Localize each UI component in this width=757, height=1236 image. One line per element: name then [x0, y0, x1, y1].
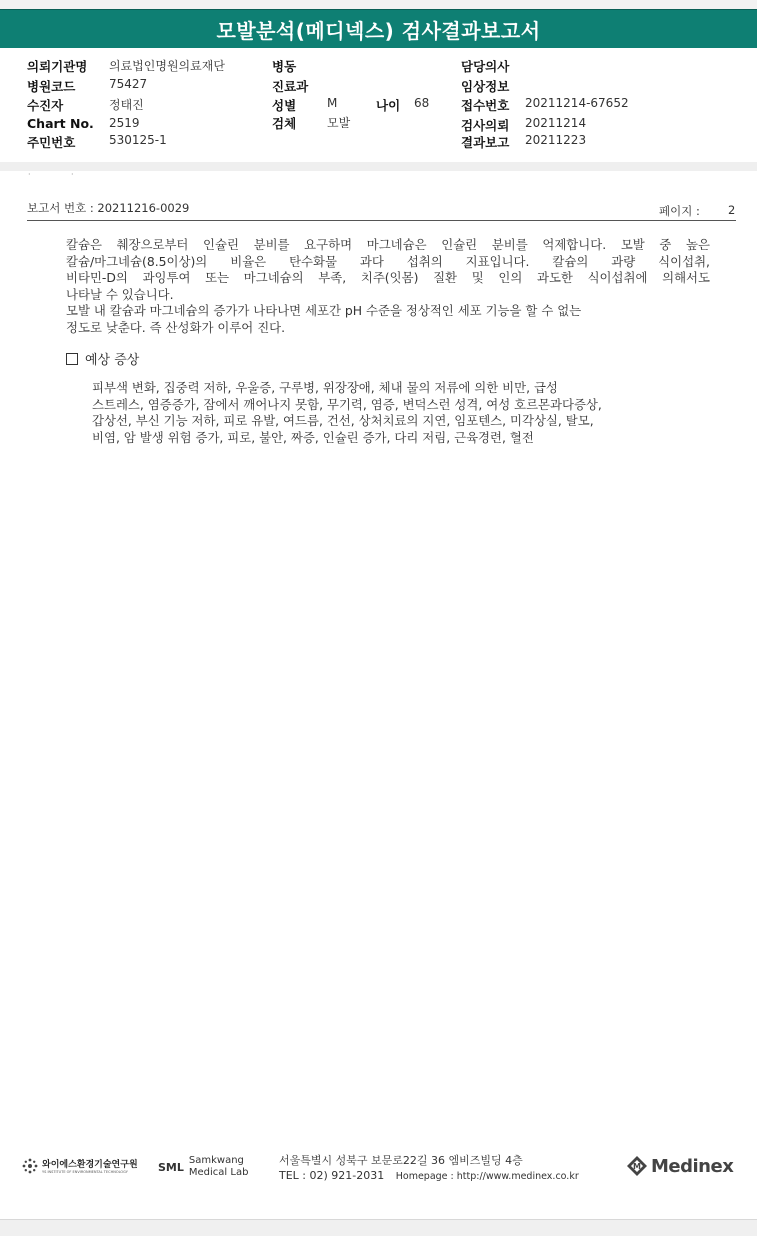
ys-logo-text: 와이에스환경기술연구원: [42, 1160, 138, 1170]
age-value: 68: [414, 96, 430, 110]
medinex-logo: [626, 1155, 733, 1177]
chart-no-value: 2519: [109, 116, 140, 130]
report-number: 보고서 번호 : 20211216-0029: [27, 201, 190, 215]
result-date-label: 결과보고: [461, 135, 510, 150]
samkwang-logo: [158, 1155, 248, 1179]
patient-name-value: 정태진: [109, 98, 144, 112]
page-number: 2: [728, 203, 736, 217]
sml-mark: SML: [158, 1160, 184, 1174]
symptom-line: 스트레스, 염증증가, 잠에서 깨어나지 못함, 무기력, 염증, 변덕스런 성격, 여성 호르몬과다증상,: [92, 396, 602, 412]
clinical-info-label: 임상정보: [461, 79, 510, 94]
specimen-label: 검체: [272, 116, 297, 131]
reception-no-value: 20211214-67652: [525, 96, 629, 110]
request-date-label: 검사의뢰: [461, 118, 510, 133]
hospital-name-value: 의료법인명원의료재단: [109, 59, 225, 73]
medinex-wordmark: Medinex: [651, 1155, 734, 1177]
paragraph-line: 나타날 수 있습니다.: [66, 286, 174, 302]
checkbox-icon: [66, 353, 78, 365]
footer-address-block: [279, 1153, 579, 1184]
homepage-link[interactable]: Homepage : http://www.medinex.co.kr: [395, 1171, 579, 1182]
ys-institute-logo: [22, 1157, 138, 1174]
samkwang-line1: Samkwang: [188, 1155, 244, 1166]
symptom-line: 갑상선, 부신 기능 저하, 피로 유발, 여드름, 건선, 상처치료의 지연, 임포텐스, 미각상실, 탈모,: [92, 413, 594, 428]
dot-mark: ·: [71, 170, 74, 179]
page-label: 페이지 :: [659, 204, 700, 218]
paragraph-line: 모발 내 칼슘과 마그네슘의 증가가 나타나면 세포간 pH 수준을 정상적인 세포 기능을 할 수 없는: [66, 303, 582, 318]
ys-logo-icon: [22, 1158, 38, 1174]
reception-no-label: 접수번호: [461, 98, 510, 113]
symptoms-heading: [66, 349, 139, 368]
hospital-code-value: 75427: [109, 77, 148, 91]
sex-label: 성별: [272, 98, 297, 113]
request-date-value: 20211214: [525, 116, 587, 130]
divider: [27, 220, 736, 221]
paragraph-line: 정도로 낮춘다. 즉 산성화가 이루어 진다.: [66, 319, 286, 335]
dot-mark: ·: [28, 170, 31, 179]
svg-text:M: M: [633, 1162, 641, 1171]
paragraph-line: 칼슘/마그네슘(8.5이상)의 비율은 탄수화물 과다 섭취의 지표입니다. 칼슘의 과량 식이섭취,: [66, 253, 710, 269]
symptom-line: 비염, 암 발생 위험 증가, 피로, 불안, 짜증, 인슐린 증가, 다리 저림, 근육경련, 혈전: [92, 429, 534, 445]
symptoms-heading-text: 예상 증상: [85, 353, 140, 368]
doctor-label: 담당의사: [461, 59, 510, 74]
paragraph-line: 비타민-D의 과잉투여 또는 마그네슘의 부족, 치주(잇몸) 질환 및 인의 과도한 식이섭취에 의해서도: [66, 270, 710, 285]
tel-text: TEL : 02) 921-2031: [279, 1169, 385, 1182]
chart-no-label: Chart No.: [27, 116, 94, 131]
sex-value: M: [327, 96, 338, 110]
patient-name-label: 수진자: [27, 98, 64, 113]
resident-no-label: 주민번호: [27, 135, 76, 150]
bottom-strip: [0, 1219, 757, 1236]
header-separator: [0, 162, 757, 171]
hospital-code-label: 병원코드: [27, 79, 76, 94]
ward-label: 병동: [272, 59, 297, 74]
department-label: 진료과: [272, 79, 309, 94]
ys-logo-subtext: YS INSTITUTE OF ENVIRONMENTAL TECHNOLOGY: [42, 1170, 128, 1174]
medinex-diamond-icon: [626, 1155, 648, 1177]
address-text: 서울특별시 성북구 보문로22길 36 엠비즈빌딩 4층: [279, 1154, 523, 1167]
specimen-value: 모발: [327, 116, 351, 130]
resident-no-value: 530125-1: [109, 133, 167, 147]
description-paragraph: [66, 237, 710, 336]
symptom-line: 피부색 변화, 집중력 저하, 우울증, 구루병, 위장장애, 체내 물의 저류에 의한 비만, 급성: [92, 380, 558, 395]
samkwang-line2: Medical Lab: [188, 1167, 249, 1178]
age-label: 나이: [376, 98, 401, 113]
paragraph-line: 칼슘은 췌장으로부터 인슐린 분비를 요구하며 마그네슘은 인슐린 분비를 억제합니다. 모발 중 높은: [66, 237, 710, 252]
hospital-name-label: 의뢰기관명: [27, 59, 88, 74]
result-date-value: 20211223: [525, 133, 587, 147]
report-title: 모발분석(메디넥스) 검사결과보고서: [0, 9, 757, 48]
symptom-list: [92, 380, 602, 446]
